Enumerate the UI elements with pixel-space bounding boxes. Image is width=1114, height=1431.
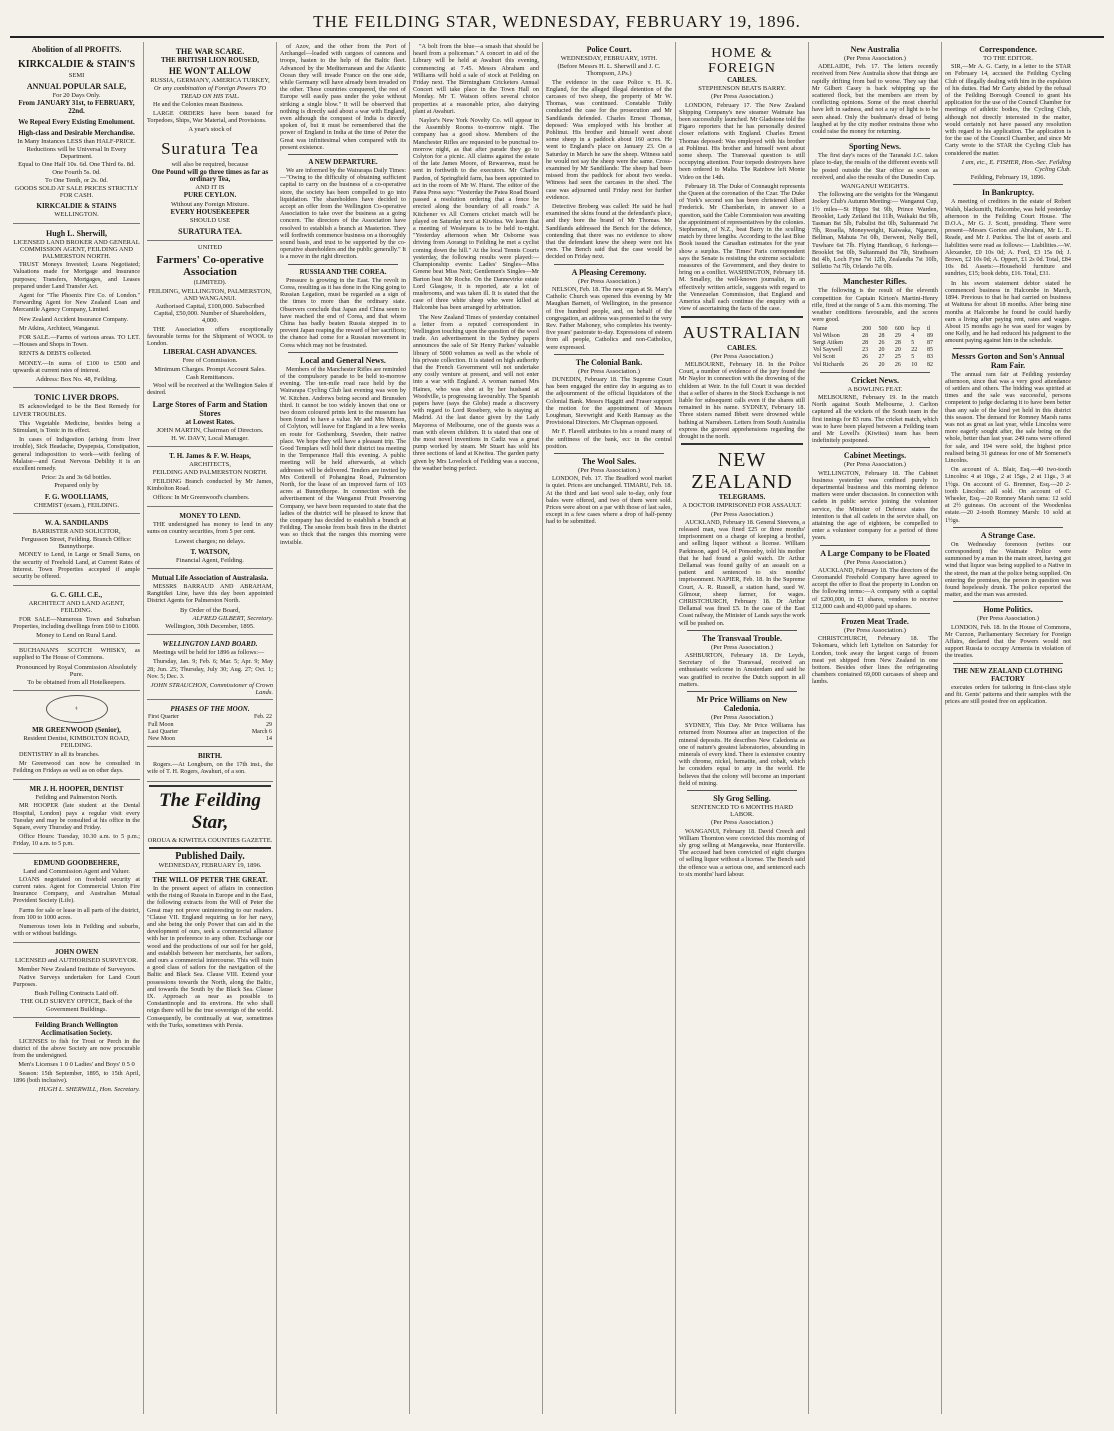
cables-title: HOME & FOREIGN xyxy=(708,46,776,76)
clothing-title: THE NEW ZEALAND CLOTHING FACTORY xyxy=(953,666,1063,683)
watson-name: T. WATSON, xyxy=(190,547,230,556)
column-5 xyxy=(542,42,675,1414)
fca-title: Farmers' Co-operative Association xyxy=(156,254,264,279)
rifle-row: Vol Richards 26 20 26 10 82 xyxy=(813,361,934,368)
transvaal-body: ASHBURTON, February 18. Dr Leyds, Secretary of the Transvaal, received an enthusiastic welcome in Amsterdam and said he was gratified to receive the Dutch support in all matters. xyxy=(679,652,805,688)
correspondence-title: Correspondence. xyxy=(979,45,1037,54)
leader-title: THE WILL OF PETER THE GREAT. xyxy=(152,876,268,884)
cabinet-body: WELLINGTON, February 18. The Cabinet business yesterday was confined purely to departmental business and this morning defence matters were under discussion. In connection with cadets in public service joining the volunteer service, the Minister of Defence states the intention is that all cadets in the service shall, on attaining the age of eighteen, be compelled to enter a volunteer company for a period of three years. xyxy=(812,469,938,542)
kirkcaldie-dates: From JANUARY 31st, to FEBRUARY, 22nd. xyxy=(18,99,135,115)
births-body: Rogers.—At Longburn, on the 17th inst., the wife of T. H. Rogers, Awahuri, of a son. xyxy=(147,761,273,776)
frozen-press: (Per Press Association.) xyxy=(844,627,906,634)
tonic-body: IS acknowledged to be the Best Remedy for LIVER TROUBLES. xyxy=(13,403,140,418)
fca-stores: Large Stores of Farm and Station Stores xyxy=(152,399,268,418)
rifle-row: Name 200 500 600 hcp tl xyxy=(813,325,931,332)
new-australia-body: ADELAIDE, Feb. 17. The letters recently received from New Australia show that things are rapidly drifting from bad to worse. They say that Mr Gilbert Casey is back whipping up the scattered flock, but the members are riven by conflicting opinions. Some of the most cheerful have left in sadness, and not a ray of light is to be seen ahead. Only the bushman's dread of being laughed at by the city mother restrains those who could raise the money for returning. xyxy=(812,63,938,136)
aus-press: (Per Press Association.) xyxy=(711,352,773,360)
bankruptcy-body-2: In his sworn statement debtor stated he commenced business in Halcombe in March, 1894. Previous to that he had carried on business at Waituna for about 18 months. After being nine months at Halcombe he found he could hardly earn a living after paying rent, rates and wages. About 15 months ago he was sued for wages by one Kelly, and he had reduced his judgment to the amount paying against him in the schedule. xyxy=(945,279,1071,345)
moon-row: Last Quarter March 6 xyxy=(148,728,272,735)
surature-pound: One Pound will go three times as far as ordinary Tea, xyxy=(151,167,269,184)
weights-title: WANGANUI WEIGHTS. xyxy=(840,183,910,191)
war-sub-4: Or any combination of Foreign Powers TO TREAD ON HIS TAIL. xyxy=(153,85,267,100)
bank-body-2: Mr F. Flavell attributes to his a round many of the unfitness of the bank, ecc in the central position. xyxy=(546,428,672,450)
cables-body: LONDON, February 17. The New Zealand Shipping Company's new steamer Waimate has been successfully launched. Mr Gladstone told the Figaro reporters that he has personally desired closer relations with England. Charles Ernest Thomas deposed: Was employed with his brother at Pohlinui. His brother and himself went about some sheep. The Transvaal question is still occupying attention. Four torpedo destroyers have been ordered to Malta. The Rainbow left Monte Video on the 14th. xyxy=(679,101,805,181)
paper-logo: The Feilding Star, xyxy=(159,789,261,833)
rifle-scores-table xyxy=(812,326,938,369)
large-co-body: AUCKLAND, February 18. The directors of the Coromandel Freehold Company have agreed to accept the offer to float the property in London on the following terms:—A company with a capital of £200,000, in £1 shares, vendors to receive £12,000 cash and 40,000 paid up shares. xyxy=(812,566,938,610)
owen-sub: LICENSED and AUTHORISED SURVEYOR. xyxy=(15,957,138,965)
kirkcaldie-goods: High-class and Desirable Merchandise. xyxy=(18,128,135,137)
sporting-title: Sporting News. xyxy=(848,142,901,152)
fca-united: UNITED xyxy=(197,244,223,252)
frozen-title: Frozen Meat Trade. xyxy=(841,617,909,626)
goodbehere-ad xyxy=(13,854,140,944)
mutual-order: By Order of the Board, xyxy=(179,606,241,614)
acclim-signature: HUGH L. SHERWILL, Hon. Secretary. xyxy=(38,1086,140,1094)
kirkcaldie-reductions: Reductions will be Universal In Every Department. xyxy=(26,146,127,161)
goodbehere-name: EDMUND GOODBEHERE, xyxy=(33,858,120,867)
kirkcaldie-repeal: We Repeal Every Existing Emolument. xyxy=(18,117,135,126)
correspondence-body: SIR,—Mr A. G. Carty, in a letter to the STAR on February 14, accused the Feilding Cycling Club of illegally dealing with him in the expulsion of his duties. Had Mr Carty abided by the refusal of the Feilding Borough Council to grant his application for the use of the Council Chamber for meetings of athletic bodies, the Cycling Club, although not directly interested in the matter, would certainly not have passed any resolution with regard to his application. The application is for the use of the Council Chamber, and since Mr Carty wrote to the STAR the Cycling Club has considered the matter. xyxy=(945,63,1071,157)
manchester-body: The following is the result of the eleventh competition for Captain Kirton's Martini-Henry rifle, fired at the range of 5 a.m. this morning. The weather conditions favourable, and the scores were good. xyxy=(812,287,938,324)
surature-will: will also be required, because xyxy=(171,160,249,168)
russia-body: Pressure is growing in the East. The revolt in Corea, resulting as it has done in the King going to Russian Legation, must be regarded as a sign of the times to more than the ordinary state. Observers conclude that Japan and China seem to have reached the end of Corea, and that whom China has badly beaten Russia stepped in to prevent Japan reaping the reward of her sacrifices; the chance had come for a Russian movement in Corea which may not be frustrated. xyxy=(280,276,406,349)
greenwood-ad xyxy=(13,691,140,780)
court-title: Police Court. xyxy=(586,45,632,54)
surature-every: EVERY HOUSEKEEPER xyxy=(170,207,250,216)
gill-ad xyxy=(13,586,140,644)
sly-body: WANGANUI, February 18. David Creech and William Thornton were convicted this morning of sly grog selling at Mangaweka, near Hunterville. The accused had been convicted of eight charges of selling liquor without a license. The Bench said the offence was a serious one, and sentenced each to six months' hard labour. xyxy=(679,827,805,878)
wool-title: The Wool Sales. xyxy=(581,456,637,466)
correspondence-signature: I am, etc., E. FISHER, Hon.-Sec. Feilding Cycling Club. xyxy=(961,158,1071,174)
owen-ad xyxy=(13,943,140,1017)
atkins-note: Mr Atkins, Architect, Wanganui. xyxy=(19,324,100,332)
goodbehere-sub: Land and Commission Agent and Valuer. xyxy=(23,867,130,875)
sly-press: (Per Press Association.) xyxy=(711,819,773,827)
heaps-title: T. H. James & F. W. Heaps, xyxy=(169,452,251,461)
fca-wool: Wool will be received at the Wellington Sales if desired. xyxy=(147,382,273,397)
local-news-body: Members of the Manchester Rifles are reminded of the compulsory parade to be held to-morrow evening. The ten-mile road race held by the Wairarapa Cycling Club last evening was won by W. Kitchen. Andrews being second and Brunsden third. It cannot be too widely known that one or two dozen coloured prints lent to the museum has been found to have a value. Mr and Mrs Mitson, of Colyton, will leave for England in a few weeks en route for Gothenburg, Sweden, their native place. We hope they will have a pleasant trip. The Good Templars will hold their district tea meeting in the Temperance Hall this evening. A public meeting will be held afterwards, at which addresses will be delivered. Tenders are invited by Mrs Cotterell of Pohangina Road, Palmerston North, for the lease of an improved farm of 103 acres at Bunnythorpe. In connection with the advertisement of the Wanganui Fruit Preserving Company, we have been requested to state that the ladies of the district will be pleased to know that the company has decided to establish a branch at Feilding. The smoke from bush fires in the district was so thick that the ranges this morning were invisible. xyxy=(280,365,406,546)
sandilands-sub: BARRISTER AND SOLICITOR, xyxy=(32,527,121,535)
acclim-body: LICENSES to fish for Trout or Perch in the district of the above Society are now procurable from the undersigned. xyxy=(13,1037,140,1060)
nz-press: (Per Press Association.) xyxy=(711,510,773,518)
hooper-hours: Office Hours: Tuesday, 10.30 a.m. to 5 p.m.; Friday, 10 a.m. to 5 p.m. xyxy=(13,833,140,848)
hooper-sub: Feilding and Palmerston North. xyxy=(35,794,118,802)
paper-logo-sub: OROUA & KIWITEA COUNTIES GAZETTE. xyxy=(147,836,273,844)
local-news-a: "A bolt from the blue—a smash that should be heard from a policeman." A concert in aid of the Library will be held at Awahuri this evening, commencing at 7.45. Messrs Abraham and Williams will hold a sale of stock at Feilding on Friday next. The Birmingham Cricketers Annual Concert will take place in the Town Hall on Monday. Mr T. Watson offers several choice properties at a reasonable price, also dairying plant at Awahuri. xyxy=(413,43,539,115)
buchanan-title: BUCHANAN'S SCOTCH WHISKY, as supplied to The House of Commons. xyxy=(13,647,140,662)
kirkcaldie-title: KIRKCALDIE & STAIN'S xyxy=(17,59,136,70)
price-press: (Per Press Association.) xyxy=(711,714,773,722)
sandilands-name: W. A. SANDILANDS xyxy=(44,518,109,527)
dentist-emblem-icon: ⚕ xyxy=(46,695,108,723)
cables-press: (Per Press Association.) xyxy=(711,93,773,101)
rents-note: RENTS & DEBTS collected. xyxy=(19,350,92,358)
large-co-title: A Large Company to be Floated xyxy=(820,548,930,558)
greenwood-sub: Resident Dentist, KIMBOLTON ROAD, FEILDING. xyxy=(23,735,130,750)
acclim-ad xyxy=(13,1021,140,1093)
hooper-name: MR J. H. HOOPER, DENTIST xyxy=(29,785,124,794)
court-body: The evidence in the case Police v. H. K. England, for the alleged illegal detention of the carcases of two sheep, the property of Mr W. Thomas, was continued. Constable Tiddy conducted the case for the prosecution and Mr Sandilands defended. Charles Ernest Thomas, deposed: Was employed with his brother at Pohlinui. His brother and himself went about some sheep in a paddock about 160 acres. He went to England's place on January 23. On a Saturday in March he saw the sheep. Witness said he would not say the sheep were the same. Cross-examined by Mr Sandilands: The sheep had been missed from the paddock for about two weeks. Witness had seen the carcases in the shed. The case was adjourned until Friday next for further evidence. xyxy=(546,78,672,201)
farmers-coop-ad xyxy=(147,241,273,447)
nz-body: AUCKLAND, February 18. General Steevens, a released man, was fined £25 or three months' imprisonment on a charge of keeping a brothel, and selling liquor without a license. William Parkinson, aged 14, of Ponsonby, told his mother that he had found a gold watch. Dr Arthur Dellamal was found guilty of an assault on a patient and sentenced to six months' imprisonment. NAPIER, Feb. 18. In the Supreme Court, A. R. Russell, a station hand, sued W. Gilmour, sheep farmer, for wages. CHRISTCHURCH, February 18. Dr Arthur Dellamal was fined £5. In the case of the East Coast railway, the Minister of Lands says the work will be pushed on. xyxy=(679,518,805,627)
goodbehere-farms: Farms for sale or lease in all parts of the district, from 100 to 1000 acres. xyxy=(13,906,140,921)
tonic-ad xyxy=(13,388,140,513)
cricket-title: Cricket News. xyxy=(851,375,899,385)
rifle-row: Vol Scott 26 27 25 5 83 xyxy=(813,354,934,361)
surature-intro: A year's stock of xyxy=(188,126,232,134)
kirkcaldie-fractions: Equal to One Half 10s. 6d. One Third 6s. 8d. One Fourth 5s. 0d. xyxy=(18,161,135,176)
local-news-title: Local and General News. xyxy=(300,355,386,365)
fca-cash: Cash Remittances. xyxy=(185,373,235,381)
gill-body: FOR SALE—Numerous Town and Suburban Properties, including dwellings from £60 to £1000. xyxy=(13,615,140,630)
cabinet-title: Cabinet Meetings. xyxy=(843,451,907,461)
heaps-ad xyxy=(147,447,273,507)
fca-capital: Authorised Capital, £100,000. Subscribed Capital, £50,000. Number of Shareholders, 4,000. xyxy=(154,303,266,325)
new-australia-title: New Australia xyxy=(850,45,900,54)
surature-final: SURATURA TEA. xyxy=(178,227,242,237)
lend-ad xyxy=(147,507,273,569)
war-sub-1: THE BRITISH LION ROUSED, xyxy=(160,56,260,64)
kirkcaldie-ad xyxy=(13,55,140,224)
moon-row: Full Moon 29 xyxy=(148,721,272,728)
local-news-b: Naylor's New York Novelty Co. will appear in the Assembly Rooms to-morrow night. The company has a good show. Members of the Manchester Rifles are requested to be punctual to-morrow night, as that after parade they go to Colyton for a picnic. All claims against the estate of the late James Moore, of Rewarewa, must be sent in forthwith to the executors. Mr Charles Pardon, of Springfield farm, has been appointed to act in the room of Mr W. Hurst. The editor of the Patea Press says: "Yesterday the Patea Road Board passed a resolution ordering that a fence be erected along the boundary of all roads." A Kitchener vs All Comers cricket match will be played on Saturday next at Kiwitea. We learn that a meeting of Wesleyans is to be held to-night. "Yesterday afternoon when Mr Osborne was driving from Aorangi to Feilding he met a cyclist coming down the hill." At the local Tennis Courts yesterday, the following results were played:— Championship events: Ladies' Singles—Miss Greene beat Miss Nott; Gentlemen's Singles—Mr Barton beat Mr Roche. On the Dannevirke estate Lord Glasgow, it is reported, ate a lot of mushrooms, and was taken ill. It is stated that the case of three white sheep who were killed at Halcombe has been arranged by arbitration. xyxy=(413,117,539,312)
court-body-2: Detective Broberg was called: He said he had examined the skins found at the defendant's place, and they bore the brand of Mr Thomas. Mr Sandilands addressed the Bench for the defence, contending that there was no evidence to show that the defendant knew the sheep were not his own. The Bench said that the case would be decided on Friday next. xyxy=(546,203,672,261)
column-3 xyxy=(276,42,409,1414)
cables-body-2: February 18. The Duke of Connaught represents the Queen at the coronation of the Czar. The Duke of York's second son has been christened Albert Frederick. Mr Chamberlain, in answer to a question, said the Cable Commission was awaiting the appointment of representatives by the colonies. Stephenson, of N.Z., beat Barry in the sculling match by three lengths. According to the last Blue Book issued the Canadian estimates for the year show a surplus. The Times' Paris correspondent says the Senate is resisting the extreme socialistic measures of the Government, and they desire to bring on a conflict. WASHINGTON, February 18. M. Smalley, the well-known journalist, in an effectively written article, suggests with regard to the Venezuelan Commission, that England and America shall each continue the enquiry with a view of ascertaining the facts of the case. xyxy=(679,182,805,313)
leader-body: In the present aspect of affairs in connection with the rising of Russia in Europe and in the East, the following extracts from the Will of Peter the Great may not prove uninteresting to our readers. "Clause VII. England requiring us for her navy, and she being the only Power that can aid in the development of ours, seek a commercial alliance with her in preference to any other. Exchange our wood and the productions of our soil for her gold, and establish between her merchants, her sailors, and ours a commercial intercourse. This will train a good class of sailors for the navigation of the Baltic and Black Sea. Clause VIII. Extend your possessions towards the North, along the Baltic, and towards the South by the Black Sea. Clause IX. Approach as near as possible to Constantinople and its environs. He who shall reign there will be the true sovereign of the world. Consequently, be continually at war, sometimes with the Turks, sometimes with Persia. xyxy=(147,885,273,1029)
nz-doctor: A DOCTOR IMPRISONED FOR ASSAULT. xyxy=(682,502,802,510)
moon-phases xyxy=(147,700,273,747)
owen-name: JOHN OWEN xyxy=(54,948,99,957)
tonic-more: This Vegetable Medicine, besides being a Stimulant, is Tonic in its effect. xyxy=(13,419,140,434)
war-title: THE WAR SCARE. xyxy=(175,47,245,56)
buchanan-sub: Pronounced by Royal Commission Absolutely Pure. xyxy=(16,663,137,678)
home-body: LONDON, Feb. 18. In the House of Commons, Mr Curzon, Parliamentary Secretary for Foreign Affairs, declared that the Powers would not support Russia to occupy Armenia in violation of the treaties. xyxy=(945,623,1071,660)
post-office-note: THE OLD SURVEY OFFICE, Back of the Government Buildings. xyxy=(20,998,133,1013)
kirkcaldie-tenth: To One Tenth, or 2s. 0d. xyxy=(45,176,108,184)
heaps-sub: ARCHITECTS, xyxy=(189,461,231,469)
sherwill-title: Hugh L. Sherwill, xyxy=(46,228,107,238)
court-date: WEDNESDAY, FEBRUARY, 19TH. xyxy=(560,55,658,62)
acclim-season: Season: 15th September, 1895, to 15th April, 1896 (both inclusive). xyxy=(13,1069,140,1084)
mutual-body: MESSRS BARRAUD AND ABRAHAM, Rangitikei Line, have this day been appointed District Agents for Palmerston North. xyxy=(147,582,273,605)
war-sub-2: HE WON'T ALLOW xyxy=(168,66,252,77)
acclim-fees: Men's Licenses 1 0 0 Ladies' and Boys' 0 5 0 xyxy=(18,1061,135,1069)
kirkcaldie-semi: SEMI xyxy=(68,72,85,79)
watson-sub: Financial Agent, Feilding. xyxy=(176,556,244,564)
clothing-body: executes orders for tailoring in first-class style and fit. Gents' patterns and their samples with the prices are still posted free on application. xyxy=(945,683,1071,706)
fca-davy: H. W. DAVY, Local Manager. xyxy=(171,434,249,442)
sherwill-body: TRUST Moneys Invested; Loans Negotiated; Valuations made for Mortgage and Insurance purposes; Transfers, Mortgages, and Leases prepared under Land Transfer Act. xyxy=(13,261,140,290)
sporting-body: The first day's races of the Taranaki J.C. takes place to-day, the results of the different events will be posted outside the Star office as soon as received, and also the results of the Dunedin Cup. xyxy=(812,152,938,181)
surature-title: Suratura Tea xyxy=(161,138,259,158)
pleasing-body: NELSON, Feb. 18. The new organ at St. Mary's Catholic Church was opened this evening by Mr Maughan Barnett, of Wellington, in the presence of five hundred people, and, on behalf of the congregation, an address was presented to the very Rev. Father Mahoney, who completes his twenty-five years' pastorate to-day. Expressions of esteem from all people, Catholics and non-Catholics, were expressed. xyxy=(546,285,672,351)
fca-martin: JOHN MARTIN, Chairman of Directors. xyxy=(156,426,264,434)
published-daily: Published Daily. xyxy=(175,850,245,862)
abolition-heading: Abolition of all PROFITS. xyxy=(31,45,122,54)
kirkcaldie-days: For 20 Days Only. xyxy=(52,92,101,100)
home-title: Home Politics. xyxy=(983,605,1033,615)
frozen-body: CHRISTCHURCH, February 18. The Tokomaru, which left Lyttelton on Saturday for London, took away the largest cargo of frozen meat yet shipped from New Zealand in one bottom. Besides other lines the refrigerating chambers contained 69,000 carcases of sheep and lambs. xyxy=(812,635,938,686)
woolliams-name: F. G. WOOLLIAMS, xyxy=(44,492,109,501)
nz-sub: TELEGRAMS. xyxy=(718,493,766,502)
mutual-title: Mutual Life Association of Australasia. xyxy=(151,573,269,582)
russia-title: RUSSIA AND THE COREA. xyxy=(299,267,387,276)
publication-date: WEDNESDAY, FEBRUARY 19, 1896. xyxy=(158,861,262,869)
fca-free: Free of Commission. xyxy=(182,357,238,365)
landboard-dates: Thursday, Jan. 9; Feb. 6; Mar. 5; Apr. 9; May 28; Jun. 25; Thursday, July 30; Aug. 27; Oct. 1; Nov. 5; Dec. 3. xyxy=(147,658,273,680)
transvaal-press: (Per Press Association.) xyxy=(711,643,773,651)
column-6 xyxy=(675,42,808,1414)
rifle-row: Vol Saywell 23 20 20 22 85 xyxy=(813,347,934,354)
gill-sub: ARCHITECT AND LAND AGENT, FEILDING. xyxy=(28,600,125,615)
bank-press: (Per Press Association.) xyxy=(578,367,640,375)
greenwood-name: MR GREENWOOD (Senior), xyxy=(32,726,121,735)
home-press: (Per Press Association.) xyxy=(977,615,1039,623)
surature-and: AND IT IS xyxy=(195,184,225,192)
lend-charges: Lowest charges; no delays. xyxy=(174,537,246,545)
sly-sub: SENTENCED TO 6 MONTHS HARD LABOR. xyxy=(691,804,793,819)
tonic-price: Price: 2s and 3s 6d bottles. xyxy=(41,474,112,482)
mutual-date: Wellington, 30th December, 1895. xyxy=(165,622,255,630)
war-body: He and the Colonies mean Business. xyxy=(153,100,244,108)
transvaal-title: The Transvaal Trouble. xyxy=(702,633,782,643)
war-sub-3: RUSSIA, GERMANY, AMERICA TURKEY, xyxy=(150,77,270,85)
fca-limited: (LIMITED). xyxy=(193,279,227,287)
tonic-title: TONIC LIVER DROPS. xyxy=(34,393,119,403)
bank-body: DUNEDIN, February 18. The Supreme Court has been engaged the entire day in arguing as to the adjournment of the official liquidators of the Colonial Bank. Messrs Haggitt and Fraser support the motion for the appointment of Messrs Loughnan, Sievwright and Keith Ramsay as the Provisional Directors. Mr Chapman opposed. xyxy=(546,375,672,427)
sandilands-addr: Fergusson Street, Feilding. Branch Office: Bunnythorpe. xyxy=(21,535,132,551)
phoenix-agent: Agent for "The Phoenix Fire Co. of London." Forwarding Agent for New Zealand Loan and Mercantile Agency Company, Limited. xyxy=(13,292,140,314)
dentistry-body: Mr Greenwood can now be consulted in Feilding on Fridays as well as on other days. xyxy=(13,759,140,774)
sherwill-text: LICENSED LAND BROKER AND GENERAL COMMISSION AGENT, FEILDING AND PALMERSTON NORTH. xyxy=(13,238,140,261)
goodbehere-town: Numerous town lots in Feilding and suburbs, with or without buildings. xyxy=(13,923,140,938)
gill-name: G. C. GILL C.E., xyxy=(50,591,103,600)
nz-accident: New Zealand Accident Insurance Company. xyxy=(19,315,129,323)
masthead: THE FEILDING STAR, WEDNESDAY, FEBRUARY 19, 1896. xyxy=(10,6,1104,38)
for-sale-note: FOR SALE.—Farms of various areas. TO LET.—Houses and Shops in Town. xyxy=(13,334,140,349)
surature-pure: PURE CEYLON. xyxy=(183,191,237,200)
fca-towns: FEILDING, WELLINGTON, PALMERSTON, AND WANGANUI. xyxy=(148,287,272,302)
sandilands-ad xyxy=(13,514,140,586)
kirkcaldie-signature: KIRKCALDIE & STAINS xyxy=(36,202,117,211)
weights-body: The following are the weights for the Wanganui Jockey Club's Autumn Meeting:— Wanganui Cup, 1½ miles—St Hippo 9st 9lb, Prince Warden, Brooklet, Lady Zetland 8st 11lb, Waikaki 8st 9lb, Tasman 8st 5lb, Fabulist 8st 0lb, Sultanmaid 7st 7lb, Rosella, Moneyweight, Kaiwaka, Ngaruru, Bellman, Mahuta 7st 0lb, Derwent, Nelly Bell, Tuwhare 6st 7lb. Flying Handicap, 6 furlongs—Brooklet 9st 0lb, Sultanmaid 8st 7lb, Strathearn 8st 4lb, Loch Fyne 7st 12lb, Zealandia 7st 10lb, Stilletto 7st 7lb, Orlando 7st 0lb. xyxy=(812,191,938,271)
landboard-ad xyxy=(147,635,273,700)
woolliams-sub: CHEMIST (exam.), FEILDING. xyxy=(34,501,119,509)
lend-title: MONEY TO LEND. xyxy=(179,512,241,521)
surature-without: Without any Foreign Mixture. xyxy=(170,200,250,208)
heaps-offices: Offices: In Mr Greenwood's chambers. xyxy=(153,493,250,501)
heaps-body: FEILDING Branch conducted by Mr James, Kimbolton Road. xyxy=(147,477,273,492)
departure-body: We are informed by the Wairarapa Daily Times:—"Owing to the difficulty of obtaining sufficient capital to carry on the business of a co-operative store, the society has been compelled to go into liquidation. The shareholders have decided to accept an offer from the Wellington Co-operative Association to take over the business as a going concern. The directors of the Association have resolved to establish a branch at Masterton. They will forthwith commence business on a thoroughly sound basis, and trust to be supported by the co-operative shareholders and the public generally." It is a move in the right direction. xyxy=(280,167,406,261)
rifle-row: Vol Wilson 28 28 29 4 89 xyxy=(813,332,934,339)
landboard-body: Meetings will be held for 1896 as follows:— xyxy=(153,649,265,657)
rifle-row: Sergt Aitken 28 26 28 5 87 xyxy=(813,339,934,346)
wool-press: (Per Press Association.) xyxy=(578,466,640,474)
mutual-signature: ALFRED GILBERT, Secretary. xyxy=(192,614,273,622)
lend-body: THE undersigned has money to lend in any sums on country securities, from 5 per cent. xyxy=(147,521,273,536)
new-australia-press: (Per Press Association.) xyxy=(844,55,906,62)
fca-body: THE Association offers exceptionally favourable terms for the Shipment of WOOL to London. xyxy=(147,325,273,348)
owen-member: Member New Zealand Institute of Surveyors. xyxy=(17,965,136,973)
gill-money: Money to Lend on Rural Land. xyxy=(36,631,117,639)
column-4 xyxy=(409,42,542,1414)
births xyxy=(147,747,273,781)
sherwill-address: Address: Box No. 48, Feilding. xyxy=(35,376,118,384)
pleasing-title: A Pleasing Ceremony. xyxy=(571,267,647,277)
cricket-body: MELBOURNE, February 19. In the match North against South Melbourne, J. Carlton captured all the wickets of the South team in the first innings for 83 runs. The cricket match, which was to have been played between a Feilding team and Mr Lovell's (Kiwitea) team has been indefinitely postponed. xyxy=(812,393,938,445)
leader-continued: of Azov, and the other from the Port of Archangel—loaded with cargoes of cannons and troops, hasten to the help of the Baltic fleet. Advanced by the Mediterranean and the Atlantic Ocean they will invade France on the one side, while Germany will have already been invaded on the other. These countries conquered, the rest of Europe will easily pass under the yoke without striking a single blow." It will be observed that nothing is directly said about a war with England, even although the conquest of India is directly spoken of, but it must be remembered that the power of England in India at the time of Peter the Great was infinitesimal when compared with its present existence. xyxy=(280,43,406,151)
war-scare-ad xyxy=(147,42,273,241)
column-2 xyxy=(143,42,276,1414)
large-co-press: (Per Press Association.) xyxy=(844,558,906,566)
woolliams-prepared: Prepared only by xyxy=(54,482,99,490)
stephenson-headline: STEPHENSON BEATS BARRY. xyxy=(698,85,786,93)
bank-title: The Colonial Bank. xyxy=(575,357,643,367)
gorton-list: On account of A. Blair, Esq.—40 two-tooth Lincolns: 4 at 10gs., 2 at 15gs., 2 at 11gs., 3 at 1½gs. On account of G. Bremner, Esq.—20 2-tooth Lincolns: all sold. On account of C. Wheeler, Esq.—20 Romney Marsh rams: 12 sold at 2½ guineas. On account of the Woodenlea estate.—20 2-tooth Romney Marsh: 10 sold at 1½gs. xyxy=(945,466,1071,524)
buchanan-obtain: To be obtained from all Hotelkeepers. xyxy=(27,678,126,686)
aus-body: MELBOURNE, February 18. In the Police Court, a number of evidence of the jury found the Mr Naylor in connection with the drowning of the children at Weir. In the full Court it was decided that a seller of shares in the Stock Exchange is not liable for subsequent calls even if the shares still remained in his name. SYDNEY, February 18. Three sisters named Ibbett were drowned while bathing at Narrabeen. Letters from South Australia express the gravest apprehensions regarding the drought in the north. xyxy=(679,360,805,440)
nz-title: NEW ZEALAND xyxy=(691,449,793,494)
column-1 xyxy=(10,42,143,1414)
owen-native: Native Surveys undertaken for Land Court Purposes. xyxy=(13,973,140,989)
kirkcaldie-place: WELLINGTON. xyxy=(54,211,99,219)
kirkcaldie-sale: ANNUAL POPULAR SALE, xyxy=(26,82,127,92)
pleasing-press: (Per Press Association.) xyxy=(578,277,640,285)
large-orders: LARGE ORDERS have been issued for Torpedoes, Ships, War Material, and Provisions. xyxy=(147,110,273,125)
moon-row: First Quarter Feb. 22 xyxy=(148,714,272,721)
aus-sub: CABLES. xyxy=(727,343,757,352)
building-note: Bush Felling Contracts Laid off. xyxy=(34,990,119,998)
bankruptcy-body: A meeting of creditors in the estate of Robert Walsh, blacksmith, Halcombe, was held yesterday afternoon in the Feilding Court House. The D.O.A., Mr G. J. Scott, presiding. There were present—Messrs Gorton and Abraham, Mr L. E. Reade, and Mr J. Purkiss. The list of assets and liabilities were read as follows:— Liabilities.—W. Alexander, £0 10s 0d; A. Ford, £3 15s 0d; J. Brown, £2 10s 0d; A. Oppert, £1 2s 0d. Total, £84 10s 8d. Assets:—Household furniture and sundries, £15; book debts, £16. Total, £31. xyxy=(945,198,1071,278)
strange-title: A Strange Case. xyxy=(980,530,1036,540)
fca-stores-2: at Lowest Rates. xyxy=(185,417,235,426)
moon-table xyxy=(147,714,273,743)
acclim-title: Feilding Branch Wellington Acclimatisation Society. xyxy=(35,1020,118,1037)
cabinet-press: (Per Press Association.) xyxy=(844,461,906,469)
columns xyxy=(10,42,1104,1414)
kirkcaldie-instances: In Many Instances LESS than HALF-PRICE. xyxy=(17,137,136,145)
newspaper-page xyxy=(10,6,1104,1416)
strange-body: On Wednesday forenoon (writes our correspondent) the Waimate Police were summoned by a man in the main street, having got wind that liquor was being supplied to a Native in the street, the man at the police being supplied. On entering the premises, the person in question was found hopelessly drunk. The police reported the matter, and the man was arrested. xyxy=(945,540,1071,599)
fca-liberal: LIBERAL CASH ADVANCES. xyxy=(163,348,257,357)
buchanan-ad xyxy=(13,644,140,691)
price-body: SYDNEY, This Day. Mr Price Williams has returned from Noumea after an inspection of the mineral deposits. He describes New Caledonia as one of nature's greatest laboratories, abounding in minerals of every kind. There is extensive country with chrome, nickel, hematite, and cobalt, which he considers equal to any in the world. He believes that the colony will become an important field of mining. xyxy=(679,722,805,787)
bowling-sub: A BOWLING FEAT. xyxy=(847,385,903,393)
goodbehere-body: LOANS negotiated on freehold security at current rates. Agent for Commercial Union Fire Insurance Company, and Australian Mutual Provident Society (Life). xyxy=(13,875,140,905)
local-news-c: The New Zealand Times of yesterday contained a letter from a reputed correspondent in Wellington touching upon the question of the wool trade. An advertisement in the Sydney papers announces the sale of Sir Henry Parkes' valuable library of 5000 volumes as well as the whole of his private collection. It is stated on high authority that the French Government will not undertake any costly venture at present, and will not enter into a war with England. A woman named Mrs Haines, who was shot at by her husband at Woodville, is progressing favourably. The Spanish papers have (says the Globe) made a discovery with regard to Lord Rosebery, who is staying at Madrid. At the last dance given by the Lady Mayoress of Melbourne, one of the guests was a man with eleven children. It is stated that one of the most novel inventions in Cadiz was a great pump worked by steam. Mr Stuart has sold his three sections of land at Kiwitea. The garden party given by Mrs Lovelock of Feilding was a success, the weather being perfect. xyxy=(413,313,539,472)
mutual-ad xyxy=(147,569,273,635)
sly-title: Sly Grog Selling. xyxy=(713,794,771,804)
landboard-signature: JOHN STRAUCHON, Commissioner of Crown Lands. xyxy=(150,681,273,697)
money-note: MONEY.—In sums of £100 to £500 and upwards at current rates of interest. xyxy=(13,359,140,374)
bankruptcy-title: In Bankruptcy. xyxy=(981,188,1035,198)
surature-should: SHOULD USE xyxy=(189,217,231,225)
hooper-body: MR HOOPER (late student at the Dental Hospital, London) pays a regular visit every Tuesday and may be consulted at his office in the Square, every Thursday and Friday. xyxy=(13,802,140,832)
sandilands-body: MONEY to Lend, in Large or Small Sums, on the security of Freehold Land, at Current Rates of Interest. Town Properties accepted if ample security be offered. xyxy=(13,551,140,580)
manchester-title: Manchester Rifles. xyxy=(843,277,907,287)
wool-body: LONDON, Feb. 17. The Bradford wool market is quiet. Prices are unchanged. TIMARU, Feb. 18. At the third and last wool sale to-day, only four bales were offered, and two of them were sold. Prices were about on a par with those of last sales, except in a few cases where a drop of half-penny had to be submitted. xyxy=(546,475,672,526)
moon-title: PHASES OF THE MOON. xyxy=(170,705,250,714)
court-before: (Before Messrs H. L. Sherwill and J. C. Thompson, J.Ps.) xyxy=(557,63,661,78)
landboard-title: WELLINGTON LAND BOARD. xyxy=(162,640,258,649)
correspondence-editor: TO THE EDITOR. xyxy=(983,55,1033,62)
kirkcaldie-goods-sold: GOODS SOLD AT SALE PRICES STRICTLY FOR CASH. xyxy=(14,185,139,200)
departure-title: A NEW DEPARTURE. xyxy=(308,158,378,167)
dentistry-title: DENTISTRY in all its branches. xyxy=(19,750,100,758)
price-title: Mr Price Williams on New Caledonia. xyxy=(696,695,788,714)
births-title: BIRTH. xyxy=(197,752,223,761)
correspondence-date: Feilding, February 19, 1896. xyxy=(970,174,1046,182)
heaps-addr: FEILDING AND PALMERSTON NORTH. xyxy=(152,469,268,477)
moon-row: New Moon 14 xyxy=(148,735,272,742)
aus-title: AUSTRALIAN xyxy=(682,322,802,342)
fca-minimum: Minimum Charges. Prompt Account Sales. xyxy=(154,365,266,373)
gorton-title: Messrs Gorton and Son's Annual Ram Fair. xyxy=(951,351,1065,370)
gorton-body: The annual ram fair at Feilding yesterday afternoon, since that was a very good attendance of settlers and others. The bidding was spirited at times and the sale was successful, persons competent to judge declaring it to have been better than any sale of the kind yet held in this district this season. The demand for Romney Marsh rams was not as great as last year, while Lincolns were more eagerly sought after, the sale being on the whole, better than last year. 249 rams were offered for sale, and 194 were sold, the highest price realised being 31 guineas for one of Mr Somerset's Lincolns. xyxy=(945,370,1071,464)
column-7 xyxy=(808,42,941,1414)
column-8 xyxy=(941,42,1074,1414)
cables-sub: CABLES. xyxy=(727,76,757,84)
sherwill-ad xyxy=(13,224,140,389)
tonic-cases: In cases of Indigestion (arising from liver trouble), Sick Headache, Dyspepsia, Constipation, general indisposition to work—with feeling of Malaise—and Great Nervous Debility it is an excellent remedy. xyxy=(13,436,140,472)
hooper-ad xyxy=(13,780,140,853)
paper-logo-block xyxy=(147,785,273,1029)
